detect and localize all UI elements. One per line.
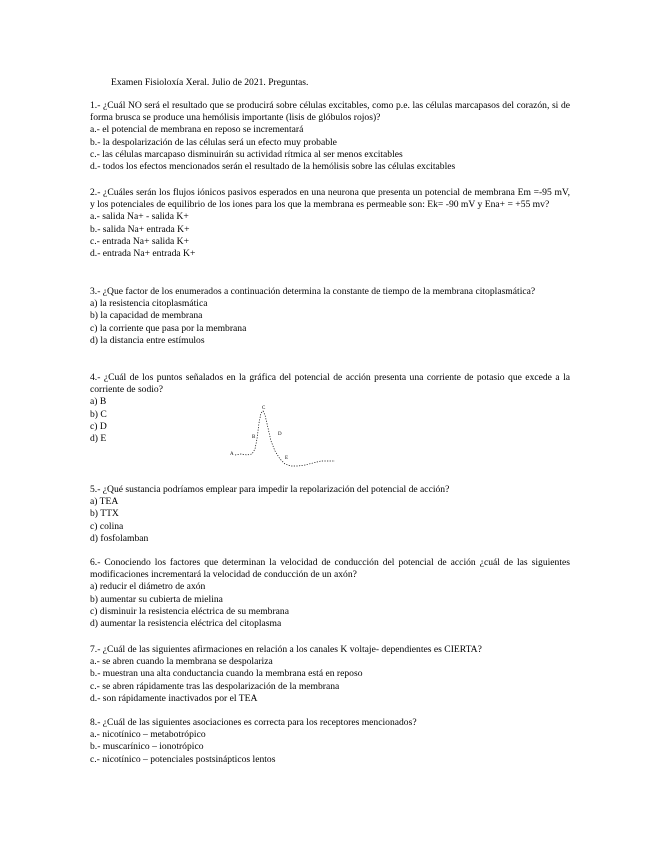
question-8: [90, 717, 570, 766]
answer-option: b.- salida Na+ entrada K+: [90, 223, 190, 235]
graph-point-label: D: [278, 432, 282, 437]
answer-option: c) disminuir la resistencia eléctrica de su membrana: [90, 605, 289, 617]
answer-option: a) B: [90, 396, 107, 408]
graph-point-label: A: [230, 452, 234, 457]
answer-option: a) reducir el diámetro de axón: [90, 581, 206, 593]
exam-title: Examen Fisioloxía Xeral. Julio de 2021. Preguntas.: [111, 77, 309, 88]
graph-point-label: E: [285, 456, 289, 461]
question-5: [90, 484, 570, 545]
answer-option: b.- muestran una alta conductancia cuando la membrana está en reposo: [90, 668, 363, 680]
question-1: [90, 100, 570, 173]
answer-option: a.- nicotínico – metabotrópico: [90, 729, 206, 741]
question-stem: 8.- ¿Cuál de las siguientes asociaciones es correcta para los receptores mencionados?: [90, 717, 417, 728]
question-stem: 7.- ¿Cuál de las siguientes afirmaciones en relación a los canales K voltaje- dependientes es CIERTA?: [90, 644, 482, 655]
answer-option: c.- las células marcapaso disminuirán su actividad rítmica al ser menos excitables: [90, 148, 403, 160]
answer-option: d) fosfolamban: [90, 532, 149, 544]
answer-option: c.- nicotínico – potenciales postsinápticos lentos: [90, 753, 276, 765]
answer-option: a) la resistencia citoplasmática: [90, 298, 208, 310]
answer-option: b) TTX: [90, 508, 119, 520]
answer-option: a.- salida Na+ - salida K+: [90, 211, 189, 223]
answer-option: b.- muscarínico – ionotrópico: [90, 741, 204, 753]
answer-option: a.- el potencial de membrana en reposo se incrementará: [90, 124, 304, 136]
question-stem: 3.- ¿Que factor de los enumerados a continuación determina la constante de tiempo de la membrana citoplasmática?: [90, 286, 536, 297]
question-stem: 5.- ¿Qué sustancia podríamos emplear para impedir la repolarización del potencial de acción?: [90, 484, 450, 495]
question-stem: 2.- ¿Cuáles serán los flujos iónicos pasivos esperados en una neurona que presenta un potencial de membrana Em =-95 mV, y los potenciales de equilibrio de los iones para los que la membrana es permeable son: Ek= -90 mV y Ena+ = +55 mv?: [90, 187, 570, 211]
question-7: [90, 644, 570, 705]
question-2: [90, 187, 570, 260]
graph-point-label: B: [252, 435, 256, 440]
answer-option: a.- se abren cuando la membrana se despolariza: [90, 656, 273, 668]
answer-option: c) D: [90, 420, 107, 432]
answer-option: b) aumentar su cubierta de mielina: [90, 593, 223, 605]
question-stem: 6.- Conociendo los factores que determinan la velocidad de conducción del potencial de acción ¿cuál de las siguientes modificaciones incrementará la velocidad de conducción de un axón?: [90, 557, 570, 581]
answer-option: d) la distancia entre estímulos: [90, 334, 205, 346]
answer-option: b) C: [90, 408, 107, 420]
answer-option: d.- todos los efectos mencionados serán el resultado de la hemólisis sobre las células excitables: [90, 161, 456, 173]
answer-option: b.- la despolarización de las células será un efecto muy probable: [90, 136, 337, 148]
answer-option: d.- entrada Na+ entrada K+: [90, 248, 196, 260]
answer-option: c.- entrada Na+ salida K+: [90, 235, 189, 247]
answer-option: d) E: [90, 433, 107, 445]
answer-option: c.- se abren rápidamente tras las despolarización de la membrana: [90, 680, 340, 692]
question-stem: 4.- ¿Cuál de los puntos señalados en la gráfica del potencial de acción presenta una corriente de potasio que excede a la corriente de sodio?: [90, 372, 570, 396]
answer-option: d.- son rápidamente inactivados por el TEA: [90, 692, 258, 704]
action-potential-graph: [225, 403, 340, 473]
question-3: [90, 286, 570, 347]
answer-option: c) colina: [90, 520, 124, 532]
answer-option: b) la capacidad de membrana: [90, 310, 203, 322]
answer-option: d) aumentar la resistencia eléctrica del citoplasma: [90, 618, 282, 630]
question-6: [90, 557, 570, 630]
answer-option: a) TEA: [90, 496, 119, 508]
answer-option: c) la corriente que pasa por la membrana: [90, 322, 247, 334]
graph-point-label: C: [262, 406, 266, 411]
question-stem: 1.- ¿Cuál NO será el resultado que se producirá sobre células excitables, como p.e. las células marcapasos del corazón, si de forma brusca se produce una hemólisis importante (lisis de glóbulos rojos)?: [90, 100, 570, 124]
